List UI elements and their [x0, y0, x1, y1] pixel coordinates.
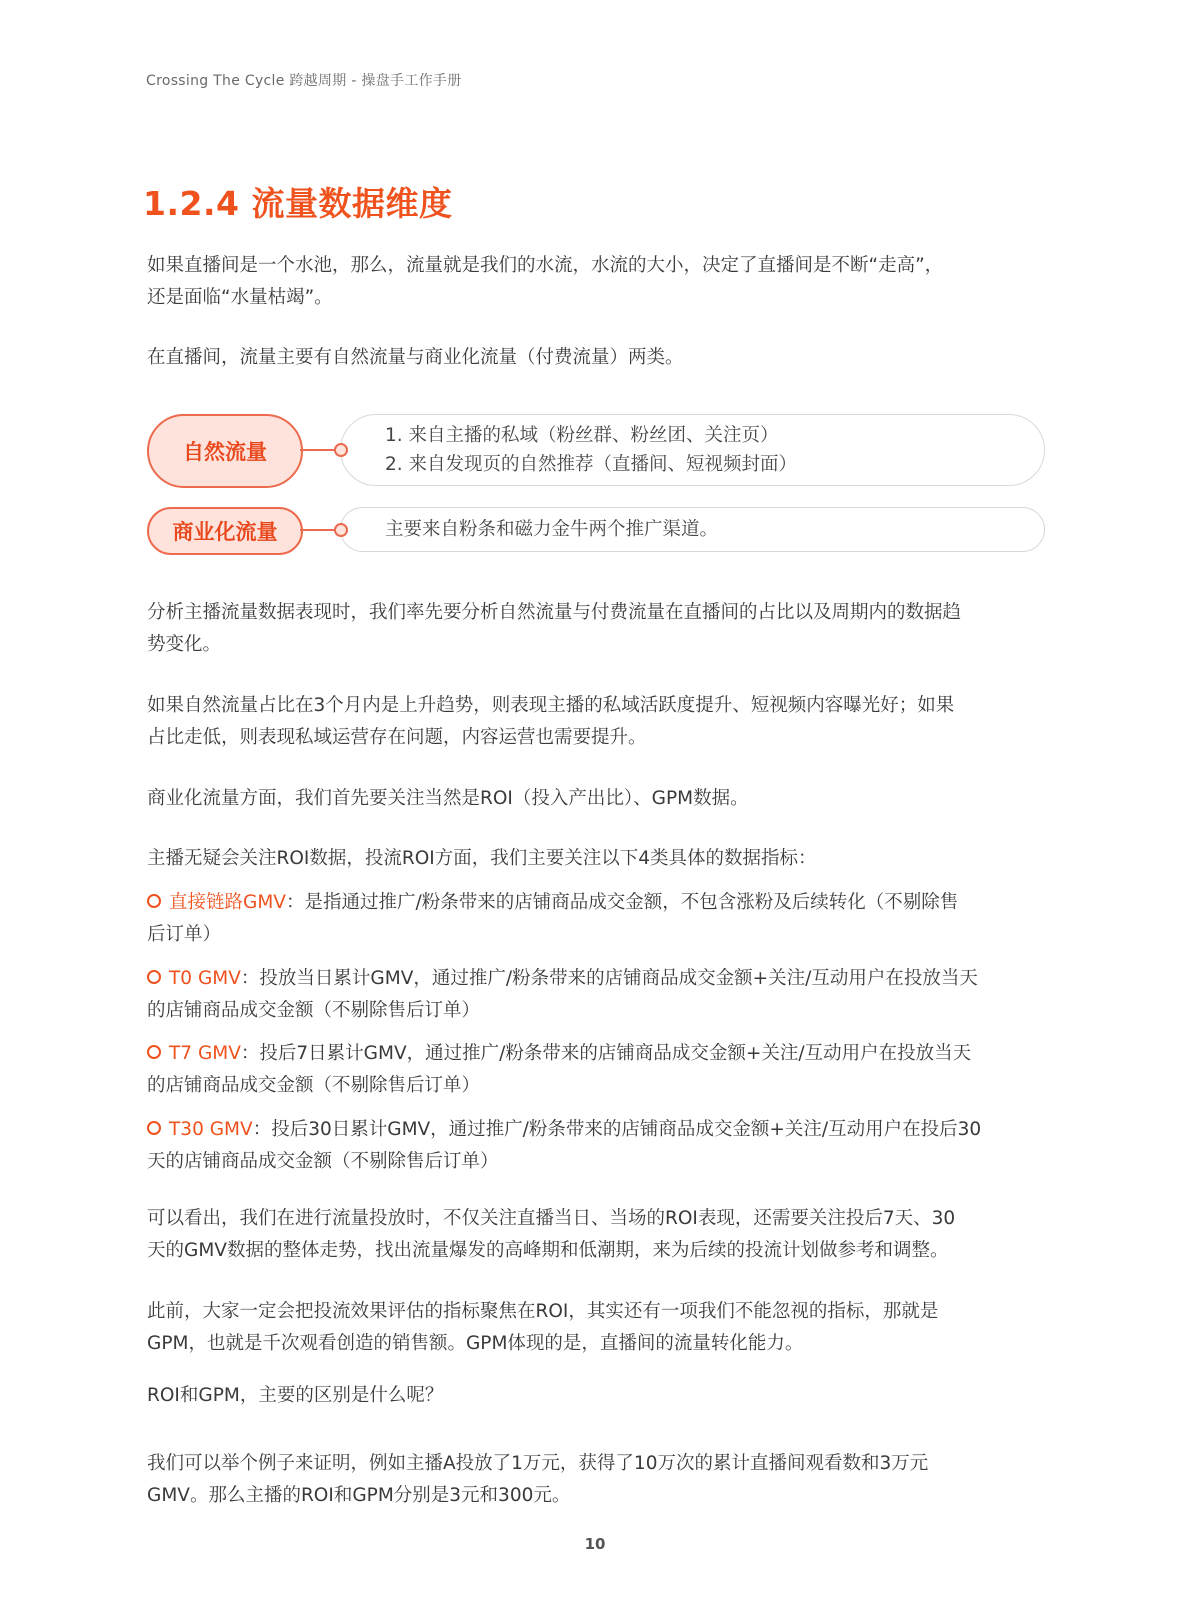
text-line: 势变化。: [147, 634, 222, 655]
commercial-traffic-box: [340, 507, 1045, 552]
metric-desc: ：投后7日累计GMV，通过推广/粉条带来的店铺商品成交金额+关注/互动用户在投放当天: [240, 1043, 972, 1064]
page-number: 10: [584, 1535, 606, 1553]
paragraph: [147, 1203, 1047, 1267]
metric-term: T7 GMV: [169, 1043, 241, 1064]
connector-line: [300, 449, 336, 451]
text-line: 此前，大家一定会把投流效果评估的指标聚焦在ROI，其实还有一项我们不能忽视的指标，那就是: [147, 1301, 939, 1322]
metric-desc: ：是指通过推广/粉条带来的店铺商品成交金额，不包含涨粉及后续转化（不剔除售: [285, 892, 959, 913]
text-line: 可以看出，我们在进行流量投放时，不仅关注直播当日、当场的ROI表现，还需要关注投后7天、30: [147, 1208, 956, 1229]
intro-paragraph: [147, 250, 1047, 314]
running-header: Crossing The Cycle 跨越周期 - 操盘手工作手册: [146, 73, 462, 89]
text-line: 如果自然流量占比在3个月内是上升趋势，则表现主播的私域活跃度提升、短视频内容曝光好；如果: [147, 695, 955, 716]
metric-desc: 天的店铺商品成交金额（不剔除售后订单）: [147, 1151, 499, 1172]
text-line: GMV。那么主播的ROI和GPM分别是3元和300元。: [147, 1485, 571, 1506]
paragraph: 商业化流量方面，我们首先要关注当然是ROI（投入产出比）、GPM数据。: [147, 788, 749, 809]
paragraph: [147, 1448, 1047, 1512]
commercial-traffic-pill: 商业化流量: [147, 507, 303, 555]
metric-item: [147, 887, 1047, 951]
metric-item: [147, 1114, 1047, 1178]
bullet-circle-icon: [147, 1121, 161, 1135]
metric-term: T30 GMV: [169, 1119, 253, 1140]
text-line: 如果直播间是一个水池，那么，流量就是我们的水流，水流的大小，决定了直播间是不断“走高”，: [147, 255, 944, 276]
metric-desc: ：投放当日累计GMV，通过推广/粉条带来的店铺商品成交金额+关注/互动用户在投放当天: [240, 968, 978, 989]
bullet-circle-icon: [147, 1045, 161, 1059]
text-line: 还是面临“水量枯竭”。: [147, 287, 333, 308]
paragraph: 主播无疑会关注ROI数据，投流ROI方面，我们主要关注以下4类具体的数据指标：: [147, 848, 817, 869]
metric-item: [147, 963, 1047, 1027]
natural-item: 2. 来自发现页的自然推荐（直播间、短视频封面）: [385, 454, 798, 475]
natural-traffic-pill: 自然流量: [147, 414, 303, 488]
connector-dot-icon: [334, 443, 348, 457]
metric-item: [147, 1038, 1047, 1102]
types-intro: 在直播间，流量主要有自然流量与商业化流量（付费流量）两类。: [147, 347, 684, 368]
metric-desc: 的店铺商品成交金额（不剔除售后订单）: [147, 1000, 481, 1021]
metric-desc: 的店铺商品成交金额（不剔除售后订单）: [147, 1075, 481, 1096]
text-line: 天的GMV数据的整体走势，找出流量爆发的高峰期和低潮期，来为后续的投流计划做参考和调整。: [147, 1240, 949, 1261]
text-line: 分析主播流量数据表现时，我们率先要分析自然流量与付费流量在直播间的占比以及周期内的数据趋: [147, 602, 962, 623]
paragraph: [147, 690, 1047, 754]
metric-desc: 后订单）: [147, 924, 222, 945]
text-line: 我们可以举个例子来证明，例如主播A投放了1万元，获得了10万次的累计直播间观看数和3万元: [147, 1453, 929, 1474]
paragraph: ROI和GPM，主要的区别是什么呢？: [147, 1385, 444, 1406]
bullet-circle-icon: [147, 894, 161, 908]
natural-item: 1. 来自主播的私域（粉丝群、粉丝团、关注页）: [385, 425, 779, 446]
paragraph: [147, 597, 1047, 661]
metric-term: 直接链路GMV: [169, 892, 286, 913]
bullet-circle-icon: [147, 970, 161, 984]
commercial-item: 主要来自粉条和磁力金牛两个推广渠道。: [385, 519, 719, 540]
metric-desc: ：投后30日累计GMV，通过推广/粉条带来的店铺商品成交金额+关注/互动用户在投后30: [252, 1119, 982, 1140]
text-line: 占比走低，则表现私域运营存在问题，内容运营也需要提升。: [147, 727, 647, 748]
natural-traffic-box: [340, 414, 1045, 486]
text-line: GPM，也就是千次观看创造的销售额。GPM体现的是，直播间的流量转化能力。: [147, 1333, 804, 1354]
metric-term: T0 GMV: [169, 968, 241, 989]
connector-dot-icon: [334, 523, 348, 537]
paragraph: [147, 1296, 1047, 1360]
connector-line: [300, 529, 336, 531]
section-title: 1.2.4 流量数据维度: [143, 184, 453, 223]
